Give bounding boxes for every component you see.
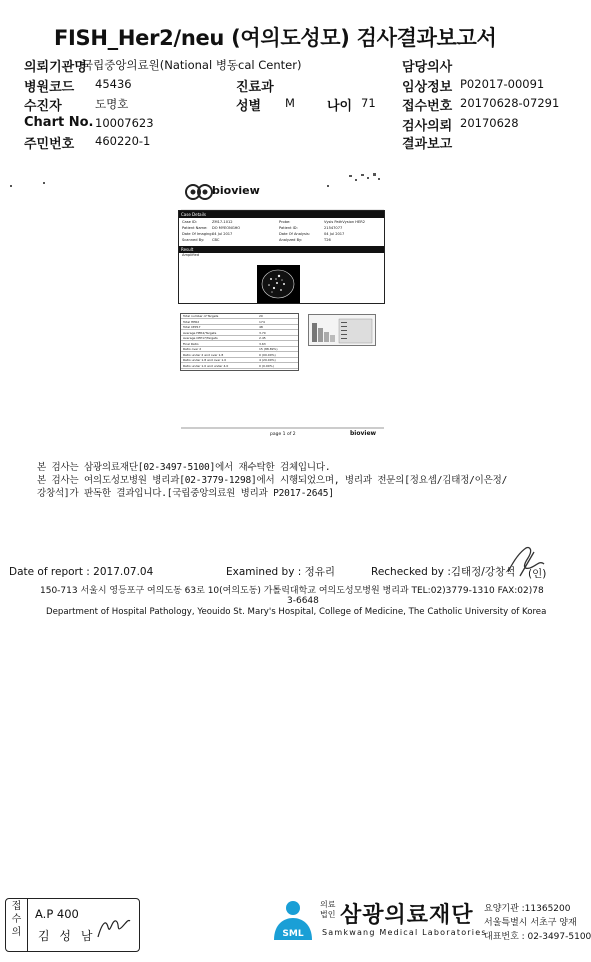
request-label: 검사의뢰 bbox=[402, 119, 453, 134]
stamp-name: 김 성 남 bbox=[38, 929, 96, 943]
fish-image bbox=[257, 265, 300, 303]
receipt-label: 접수번호 bbox=[402, 99, 453, 114]
clinical-info-label: 임상정보 bbox=[402, 80, 453, 95]
brand-english: Samkwang Medical Laboratories bbox=[322, 928, 487, 937]
resident-value: 460220-1 bbox=[95, 134, 151, 148]
count-table-value: 3.63 bbox=[259, 341, 266, 346]
count-table-value: 3.70 bbox=[259, 330, 266, 335]
institution-value: 국립중앙의료원(National 병동cal Center) bbox=[82, 58, 302, 72]
department-line: Department of Hospital Pathology, Yeouido St. Mary's Hospital, College of Medicine, The Catholic University of Korea bbox=[46, 607, 547, 617]
address-line-1: 150-713 서울시 영등포구 여의도동 63로 10(여의도동) 가톨릭대학교 여의도성모병원 병리과 TEL:02)3779-1310 FAX:02)78 bbox=[40, 586, 544, 596]
age-value: 71 bbox=[361, 96, 376, 110]
scan-page-number: page 1 of 2 bbox=[270, 432, 296, 437]
receipt-value: 20170628-07291 bbox=[460, 96, 560, 110]
brand-name: 삼광의료재단 bbox=[340, 903, 474, 928]
resident-label: 주민번호 bbox=[24, 137, 75, 152]
count-table-label: Ratio over 2 bbox=[183, 347, 202, 351]
brand-prefix bbox=[320, 900, 335, 920]
case-detail-cell: Patient Name: bbox=[182, 226, 208, 230]
case-detail-cell: Date Of Analysis: bbox=[279, 232, 310, 236]
case-detail-cell: Patient ID: bbox=[279, 226, 298, 230]
count-table-label: Average HER2/Targets bbox=[183, 330, 217, 335]
address-line-2: 3-6648 bbox=[287, 596, 319, 606]
stamp-ap: A.P 400 bbox=[35, 907, 79, 921]
count-table-label: Average CEP17/Targets bbox=[183, 336, 218, 340]
case-detail-cell: Scanned By: bbox=[182, 238, 205, 242]
date-of-report: Date of report : 2017.07.04 bbox=[9, 566, 154, 578]
count-table-label: Ratio under 1.0 and under 4.0 bbox=[183, 363, 229, 368]
count-table-label: Ratio under 1.8 and over 1.0 bbox=[183, 358, 227, 362]
note-line-3: 강창석]가 판독한 결과입니다.[국립중앙의료원 병리과 P2017-2645] bbox=[37, 488, 334, 499]
receipt-stamp bbox=[5, 898, 140, 952]
hospital-code-label: 병원코드 bbox=[24, 80, 75, 95]
count-table-value: 20 bbox=[259, 314, 263, 318]
scan-footer-logo: bioview bbox=[350, 430, 377, 437]
stamp-signature-icon bbox=[94, 913, 134, 943]
brand-prefix-2: 법인 bbox=[320, 910, 336, 919]
count-table bbox=[180, 313, 299, 371]
case-details-rows bbox=[179, 218, 384, 246]
note-line-1: 본 검사는 삼광의료재단[02-3497-5100]에서 재수탁한 검체입니다. bbox=[37, 462, 331, 473]
count-table-value: 2.45 bbox=[259, 336, 266, 340]
count-table-value: 15 (88.89%) bbox=[259, 347, 278, 351]
seal-mark: (인) bbox=[528, 568, 547, 580]
case-detail-cell: Case ID: bbox=[182, 220, 197, 224]
count-table-row bbox=[181, 364, 298, 369]
signature-icon bbox=[500, 542, 550, 582]
patient-value: 도명호 bbox=[95, 97, 129, 111]
case-details-header: Case Details bbox=[179, 211, 384, 218]
department-label: 진료과 bbox=[236, 80, 274, 95]
brand-info-3: 대표번호 : 02-3497-5100 bbox=[484, 932, 591, 942]
count-table-label: Total HER2 bbox=[183, 319, 200, 324]
stamp-side-label: 접 수 의 bbox=[6, 899, 28, 951]
sex-label: 성별 bbox=[236, 99, 262, 114]
count-table-label: Total number of Targets bbox=[183, 314, 219, 318]
chart-value: 10007623 bbox=[95, 116, 154, 130]
report-title: FISH_Her2/neu (여의도성모) 검사결과보고서 bbox=[54, 26, 497, 50]
brand-info-1: 요양기관 :11365200 bbox=[484, 904, 571, 914]
hospital-code-value: 45436 bbox=[95, 77, 132, 91]
rechecked-by: Rechecked by :김태정/강창석 bbox=[371, 566, 516, 578]
brand-info-2: 서울특별시 서초구 양재 bbox=[484, 918, 577, 928]
result-header: Result bbox=[179, 246, 384, 253]
count-table-value: 0 (00.00%) bbox=[259, 352, 276, 357]
case-detail-cell: 04 Jul 2017 bbox=[324, 232, 345, 236]
brand-prefix-1: 의료 bbox=[320, 900, 336, 909]
age-label: 나이 bbox=[327, 99, 353, 114]
case-detail-cell: CBC bbox=[212, 238, 220, 242]
clinical-info-value: P02017-00091 bbox=[460, 77, 545, 91]
case-detail-cell: 04 Jul 2017 bbox=[212, 232, 233, 236]
institution-label: 의뢰기관명 bbox=[24, 60, 87, 75]
case-detail-cell: 21547077 bbox=[324, 226, 343, 230]
ratio-bar-graphic bbox=[308, 314, 376, 346]
request-value: 20170628 bbox=[460, 116, 519, 130]
case-detail-cell: Vysis PathVysion HER2 bbox=[324, 220, 366, 224]
sex-value: M bbox=[285, 96, 295, 110]
count-table-value: 4 (20.00%) bbox=[259, 358, 276, 362]
sml-logo-text: SML bbox=[282, 929, 304, 939]
case-detail-cell: Analyzed By: bbox=[279, 238, 303, 242]
count-table-value: 48 bbox=[259, 325, 263, 329]
examined-by: Examined by : 정유리 bbox=[226, 566, 336, 578]
physician-label: 담당의사 bbox=[402, 60, 453, 75]
fish-cell-graphic bbox=[257, 265, 300, 303]
result-label: 결과보고 bbox=[402, 137, 453, 152]
case-detail-cell: Probe: bbox=[279, 220, 291, 224]
bioview-logo-text: bioview bbox=[212, 184, 260, 197]
sml-logo-icon bbox=[268, 896, 318, 946]
count-table-label: Final Ratio bbox=[183, 341, 199, 346]
case-detail-cell: Date Of Imaging: bbox=[182, 232, 213, 236]
bar-graphic-svg bbox=[309, 315, 375, 345]
case-detail-cell: T26 bbox=[324, 238, 331, 242]
amplified-text: Amplified bbox=[182, 253, 199, 257]
count-table-label: Ratio under 2 and over 1.8 bbox=[183, 352, 224, 357]
count-table-label: Total CEP17 bbox=[183, 325, 201, 329]
case-detail-cell: ZM17-1012 bbox=[212, 220, 233, 224]
count-table-value: 174 bbox=[259, 319, 265, 324]
chart-label: Chart No. bbox=[24, 115, 94, 130]
patient-label: 수진자 bbox=[24, 99, 62, 114]
count-table-value: 0 (0.00%) bbox=[259, 363, 274, 368]
note-line-2: 본 검사는 여의도성모병원 병리과[02-3779-1298]에서 시행되었으며, 병리과 전문의[정요셉/김태정/이은정/ bbox=[37, 475, 508, 486]
case-detail-cell: DO MYEONGHO bbox=[212, 226, 241, 230]
